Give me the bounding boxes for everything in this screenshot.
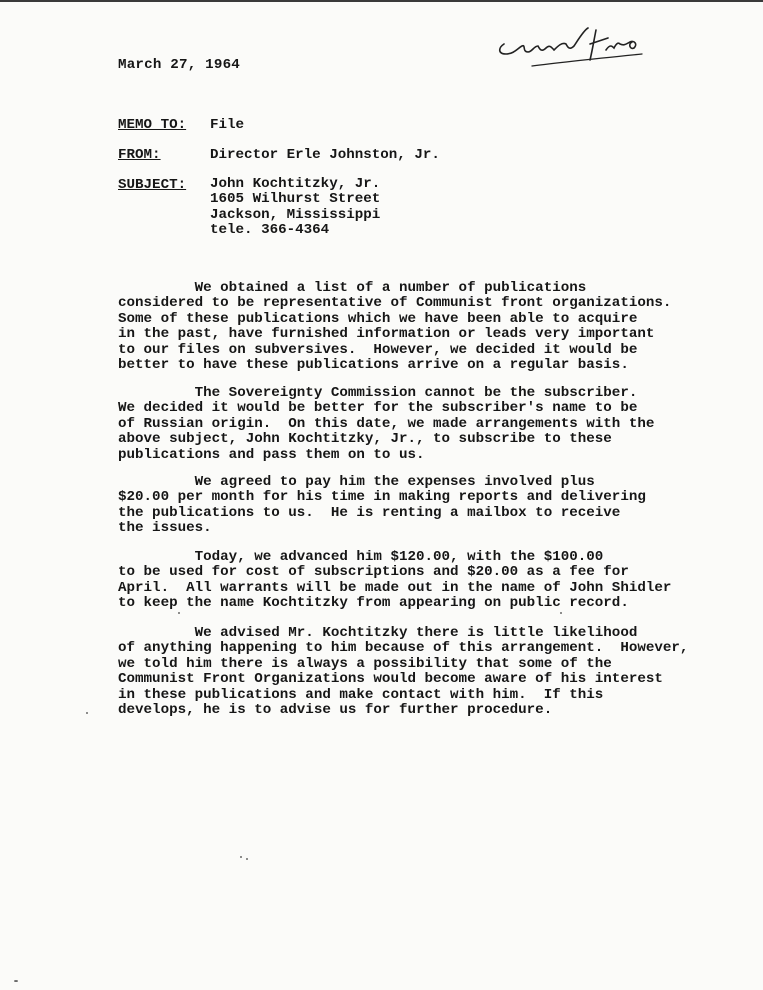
paragraph-line: to our files on subversives. However, we decided it would be	[118, 341, 638, 358]
subject-line: tele. 366-4364	[210, 222, 330, 239]
subject-line: Jackson, Mississippi	[210, 206, 381, 223]
body-paragraph	[118, 626, 728, 718]
paragraph-line: to keep the name Kochtitzky from appearing on public record.	[118, 595, 629, 612]
paragraph-line: better to have these publications arrive on a regular basis.	[118, 357, 629, 374]
paragraph-line: of anything happening to him because of this arrangement. However,	[118, 640, 689, 657]
memo-to-label: MEMO TO:	[118, 117, 187, 133]
paragraph-line: We decided it would be better for the subscriber's name to be	[118, 400, 638, 417]
scan-speck	[178, 612, 180, 614]
paragraph-line: We agreed to pay him the expenses involved plus	[118, 474, 595, 490]
handwritten-send-file-note	[492, 24, 662, 74]
from-value: Director Erle Johnston, Jr.	[210, 147, 440, 163]
scan-speck	[240, 856, 242, 858]
paragraph-line: in the past, have furnished information or leads very important	[118, 326, 655, 343]
paragraph-line: we told him there is always a possibility that some of the	[118, 655, 612, 672]
page-top-edge	[0, 0, 763, 2]
paragraph-line: We obtained a list of a number of publications	[118, 280, 587, 296]
memo-date: March 27, 1964	[118, 57, 240, 73]
paragraph-line: considered to be representative of Communist front organizations.	[118, 295, 672, 312]
paragraph-line: The Sovereignty Commission cannot be the subscriber.	[118, 385, 638, 401]
subject-line: John Kochtitzky, Jr.	[210, 176, 381, 192]
subject-line: 1605 Wilhurst Street	[210, 191, 381, 208]
paragraph-line: publications and pass them on to us.	[118, 446, 425, 463]
paragraph-line: We advised Mr. Kochtitzky there is little likelihood	[118, 625, 638, 641]
paragraph-line: Some of these publications which we have been able to acquire	[118, 310, 638, 327]
paragraph-line: the issues.	[118, 520, 212, 537]
paragraph-line: April. All warrants will be made out in the name of John Shidler	[118, 579, 672, 596]
paragraph-line: $20.00 per month for his time in making reports and delivering	[118, 489, 646, 506]
paragraph-line: the publications to us. He is renting a mailbox to receive	[118, 504, 621, 521]
paragraph-line: Today, we advanced him $120.00, with the $100.00	[118, 549, 604, 565]
scan-speck	[246, 858, 248, 860]
from-label: FROM:	[118, 147, 161, 163]
subject-label: SUBJECT:	[118, 177, 187, 193]
paragraph-line: develops, he is to advise us for further procedure.	[118, 702, 553, 719]
body-paragraph	[118, 281, 728, 373]
scan-speck	[560, 612, 562, 614]
body-paragraph	[118, 475, 728, 537]
paragraph-line: of Russian origin. On this date, we made arrangements with the	[118, 415, 655, 432]
scan-speck	[86, 712, 88, 714]
paragraph-line: in these publications and make contact with him. If this	[118, 686, 604, 703]
body-paragraph	[118, 550, 728, 612]
paragraph-line: above subject, John Kochtitzky, Jr., to subscribe to these	[118, 431, 612, 448]
subject-block	[210, 177, 380, 239]
paragraph-line: to be used for cost of subscriptions and $20.00 as a fee for	[118, 564, 629, 581]
scan-speck	[14, 980, 18, 982]
body-paragraph	[118, 386, 728, 463]
paragraph-line: Communist Front Organizations would become aware of his interest	[118, 671, 663, 688]
memo-to-value: File	[210, 117, 245, 133]
